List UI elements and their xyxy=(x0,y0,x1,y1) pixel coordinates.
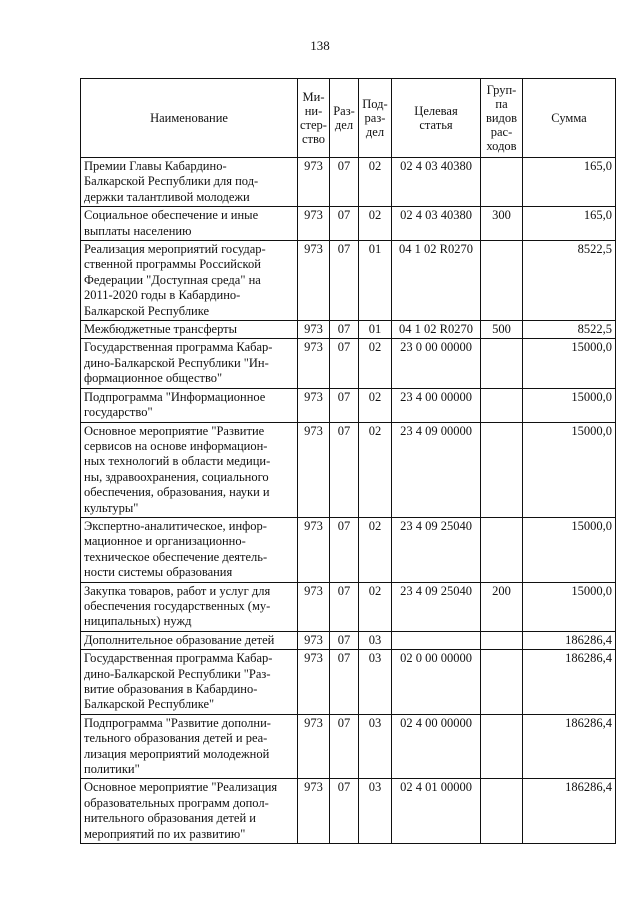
row-name: Закупка товаров, работ и услуг для обеспечения государственных (му- ниципальных) нужд xyxy=(81,582,298,631)
row-expense-group xyxy=(481,388,523,422)
row-name: Дополнительное образование детей xyxy=(81,631,298,649)
row-section: 07 xyxy=(330,422,359,517)
header-section: Раз- дел xyxy=(330,79,359,158)
row-expense-group xyxy=(481,241,523,321)
row-subsection: 02 xyxy=(359,388,392,422)
row-expense-group xyxy=(481,422,523,517)
row-amount: 15000,0 xyxy=(523,517,616,582)
page-number: 138 xyxy=(310,38,330,53)
row-section: 07 xyxy=(330,241,359,321)
row-subsection: 03 xyxy=(359,650,392,715)
row-subsection: 03 xyxy=(359,779,392,844)
row-name: Основное мероприятие "Развитие сервисов на основе информацион- ных технологий в области медици- ны, здравоохранения, социального обеспечения, образования, науки и культуры" xyxy=(81,422,298,517)
row-name: Подпрограмма "Информационное государство" xyxy=(81,388,298,422)
table-row xyxy=(81,207,616,241)
row-name: Реализация мероприятий государ- ственной программы Российской Федерации "Доступная среда" на 2011-2020 годы в Кабардино- Балкарской Республике xyxy=(81,241,298,321)
row-subsection: 01 xyxy=(359,241,392,321)
row-subsection: 03 xyxy=(359,714,392,779)
row-section: 07 xyxy=(330,339,359,388)
budget-table xyxy=(80,78,616,844)
row-target-article: 04 1 02 R0270 xyxy=(392,321,481,339)
row-amount: 15000,0 xyxy=(523,582,616,631)
row-target-article xyxy=(392,631,481,649)
row-target-article: 23 4 09 00000 xyxy=(392,422,481,517)
header-row xyxy=(81,79,616,158)
table-row xyxy=(81,422,616,517)
row-ministry: 973 xyxy=(298,158,330,207)
row-ministry: 973 xyxy=(298,779,330,844)
row-ministry: 973 xyxy=(298,339,330,388)
row-target-article: 02 4 03 40380 xyxy=(392,158,481,207)
row-section: 07 xyxy=(330,779,359,844)
row-section: 07 xyxy=(330,714,359,779)
row-target-article: 23 4 09 25040 xyxy=(392,517,481,582)
table-body xyxy=(81,158,616,844)
row-name: Социальное обеспечение и иные выплаты населению xyxy=(81,207,298,241)
row-name: Основное мероприятие "Реализация образовательных программ допол- нительного образования детей и мероприятий по их развитию" xyxy=(81,779,298,844)
header-expense-group: Груп- па видов рас- ходов xyxy=(481,79,523,158)
row-subsection: 02 xyxy=(359,339,392,388)
table-row xyxy=(81,650,616,715)
row-amount: 8522,5 xyxy=(523,241,616,321)
table-row xyxy=(81,388,616,422)
row-subsection: 02 xyxy=(359,582,392,631)
row-ministry: 973 xyxy=(298,422,330,517)
row-name: Подпрограмма "Развитие дополни- тельного образования детей и реа- лизация мероприятий молодежной политики" xyxy=(81,714,298,779)
row-target-article: 02 0 00 00000 xyxy=(392,650,481,715)
row-expense-group: 500 xyxy=(481,321,523,339)
row-name: Премии Главы Кабардино- Балкарской Республики для под- держки талантливой молодежи xyxy=(81,158,298,207)
row-subsection: 02 xyxy=(359,422,392,517)
row-name: Государственная программа Кабар- дино-Балкарской Республики "Ин- формационное общество" xyxy=(81,339,298,388)
row-amount: 186286,4 xyxy=(523,779,616,844)
table-row xyxy=(81,714,616,779)
row-subsection: 02 xyxy=(359,158,392,207)
row-ministry: 973 xyxy=(298,650,330,715)
header-subsection: Под- раз- дел xyxy=(359,79,392,158)
row-amount: 15000,0 xyxy=(523,388,616,422)
row-expense-group xyxy=(481,339,523,388)
row-section: 07 xyxy=(330,158,359,207)
row-section: 07 xyxy=(330,631,359,649)
row-ministry: 973 xyxy=(298,631,330,649)
row-section: 07 xyxy=(330,207,359,241)
row-subsection: 01 xyxy=(359,321,392,339)
row-name: Государственная программа Кабар- дино-Балкарской Республики "Раз- витие образования в Кабардино- Балкарской Республике" xyxy=(81,650,298,715)
row-expense-group xyxy=(481,517,523,582)
row-amount: 186286,4 xyxy=(523,650,616,715)
table-row xyxy=(81,321,616,339)
row-subsection: 03 xyxy=(359,631,392,649)
row-amount: 15000,0 xyxy=(523,339,616,388)
header-amount: Сумма xyxy=(523,79,616,158)
header-name: Наименование xyxy=(81,79,298,158)
row-ministry: 973 xyxy=(298,388,330,422)
row-amount: 8522,5 xyxy=(523,321,616,339)
row-target-article: 23 0 00 00000 xyxy=(392,339,481,388)
table-row xyxy=(81,158,616,207)
row-subsection: 02 xyxy=(359,207,392,241)
row-subsection: 02 xyxy=(359,517,392,582)
row-amount: 186286,4 xyxy=(523,631,616,649)
header-ministry: Ми- ни- стер- ство xyxy=(298,79,330,158)
table-row xyxy=(81,241,616,321)
row-ministry: 973 xyxy=(298,241,330,321)
table-row xyxy=(81,779,616,844)
row-target-article: 23 4 09 25040 xyxy=(392,582,481,631)
row-ministry: 973 xyxy=(298,321,330,339)
row-expense-group xyxy=(481,158,523,207)
row-target-article: 02 4 01 00000 xyxy=(392,779,481,844)
row-section: 07 xyxy=(330,517,359,582)
table-row xyxy=(81,517,616,582)
row-amount: 165,0 xyxy=(523,158,616,207)
row-amount: 165,0 xyxy=(523,207,616,241)
row-ministry: 973 xyxy=(298,517,330,582)
table-row xyxy=(81,339,616,388)
row-amount: 186286,4 xyxy=(523,714,616,779)
row-expense-group xyxy=(481,714,523,779)
row-expense-group xyxy=(481,779,523,844)
row-ministry: 973 xyxy=(298,582,330,631)
row-target-article: 04 1 02 R0270 xyxy=(392,241,481,321)
table-row xyxy=(81,582,616,631)
row-section: 07 xyxy=(330,582,359,631)
row-ministry: 973 xyxy=(298,714,330,779)
row-section: 07 xyxy=(330,388,359,422)
row-ministry: 973 xyxy=(298,207,330,241)
header-target-article: Целевая статья xyxy=(392,79,481,158)
table-row xyxy=(81,631,616,649)
row-expense-group: 200 xyxy=(481,582,523,631)
row-target-article: 23 4 00 00000 xyxy=(392,388,481,422)
row-target-article: 02 4 00 00000 xyxy=(392,714,481,779)
row-section: 07 xyxy=(330,650,359,715)
row-section: 07 xyxy=(330,321,359,339)
row-amount: 15000,0 xyxy=(523,422,616,517)
row-expense-group xyxy=(481,631,523,649)
row-name: Экспертно-аналитическое, инфор- мационное и организационно- техническое обеспечение деятель- ности системы образования xyxy=(81,517,298,582)
row-expense-group xyxy=(481,650,523,715)
row-name: Межбюджетные трансферты xyxy=(81,321,298,339)
row-target-article: 02 4 03 40380 xyxy=(392,207,481,241)
row-expense-group: 300 xyxy=(481,207,523,241)
